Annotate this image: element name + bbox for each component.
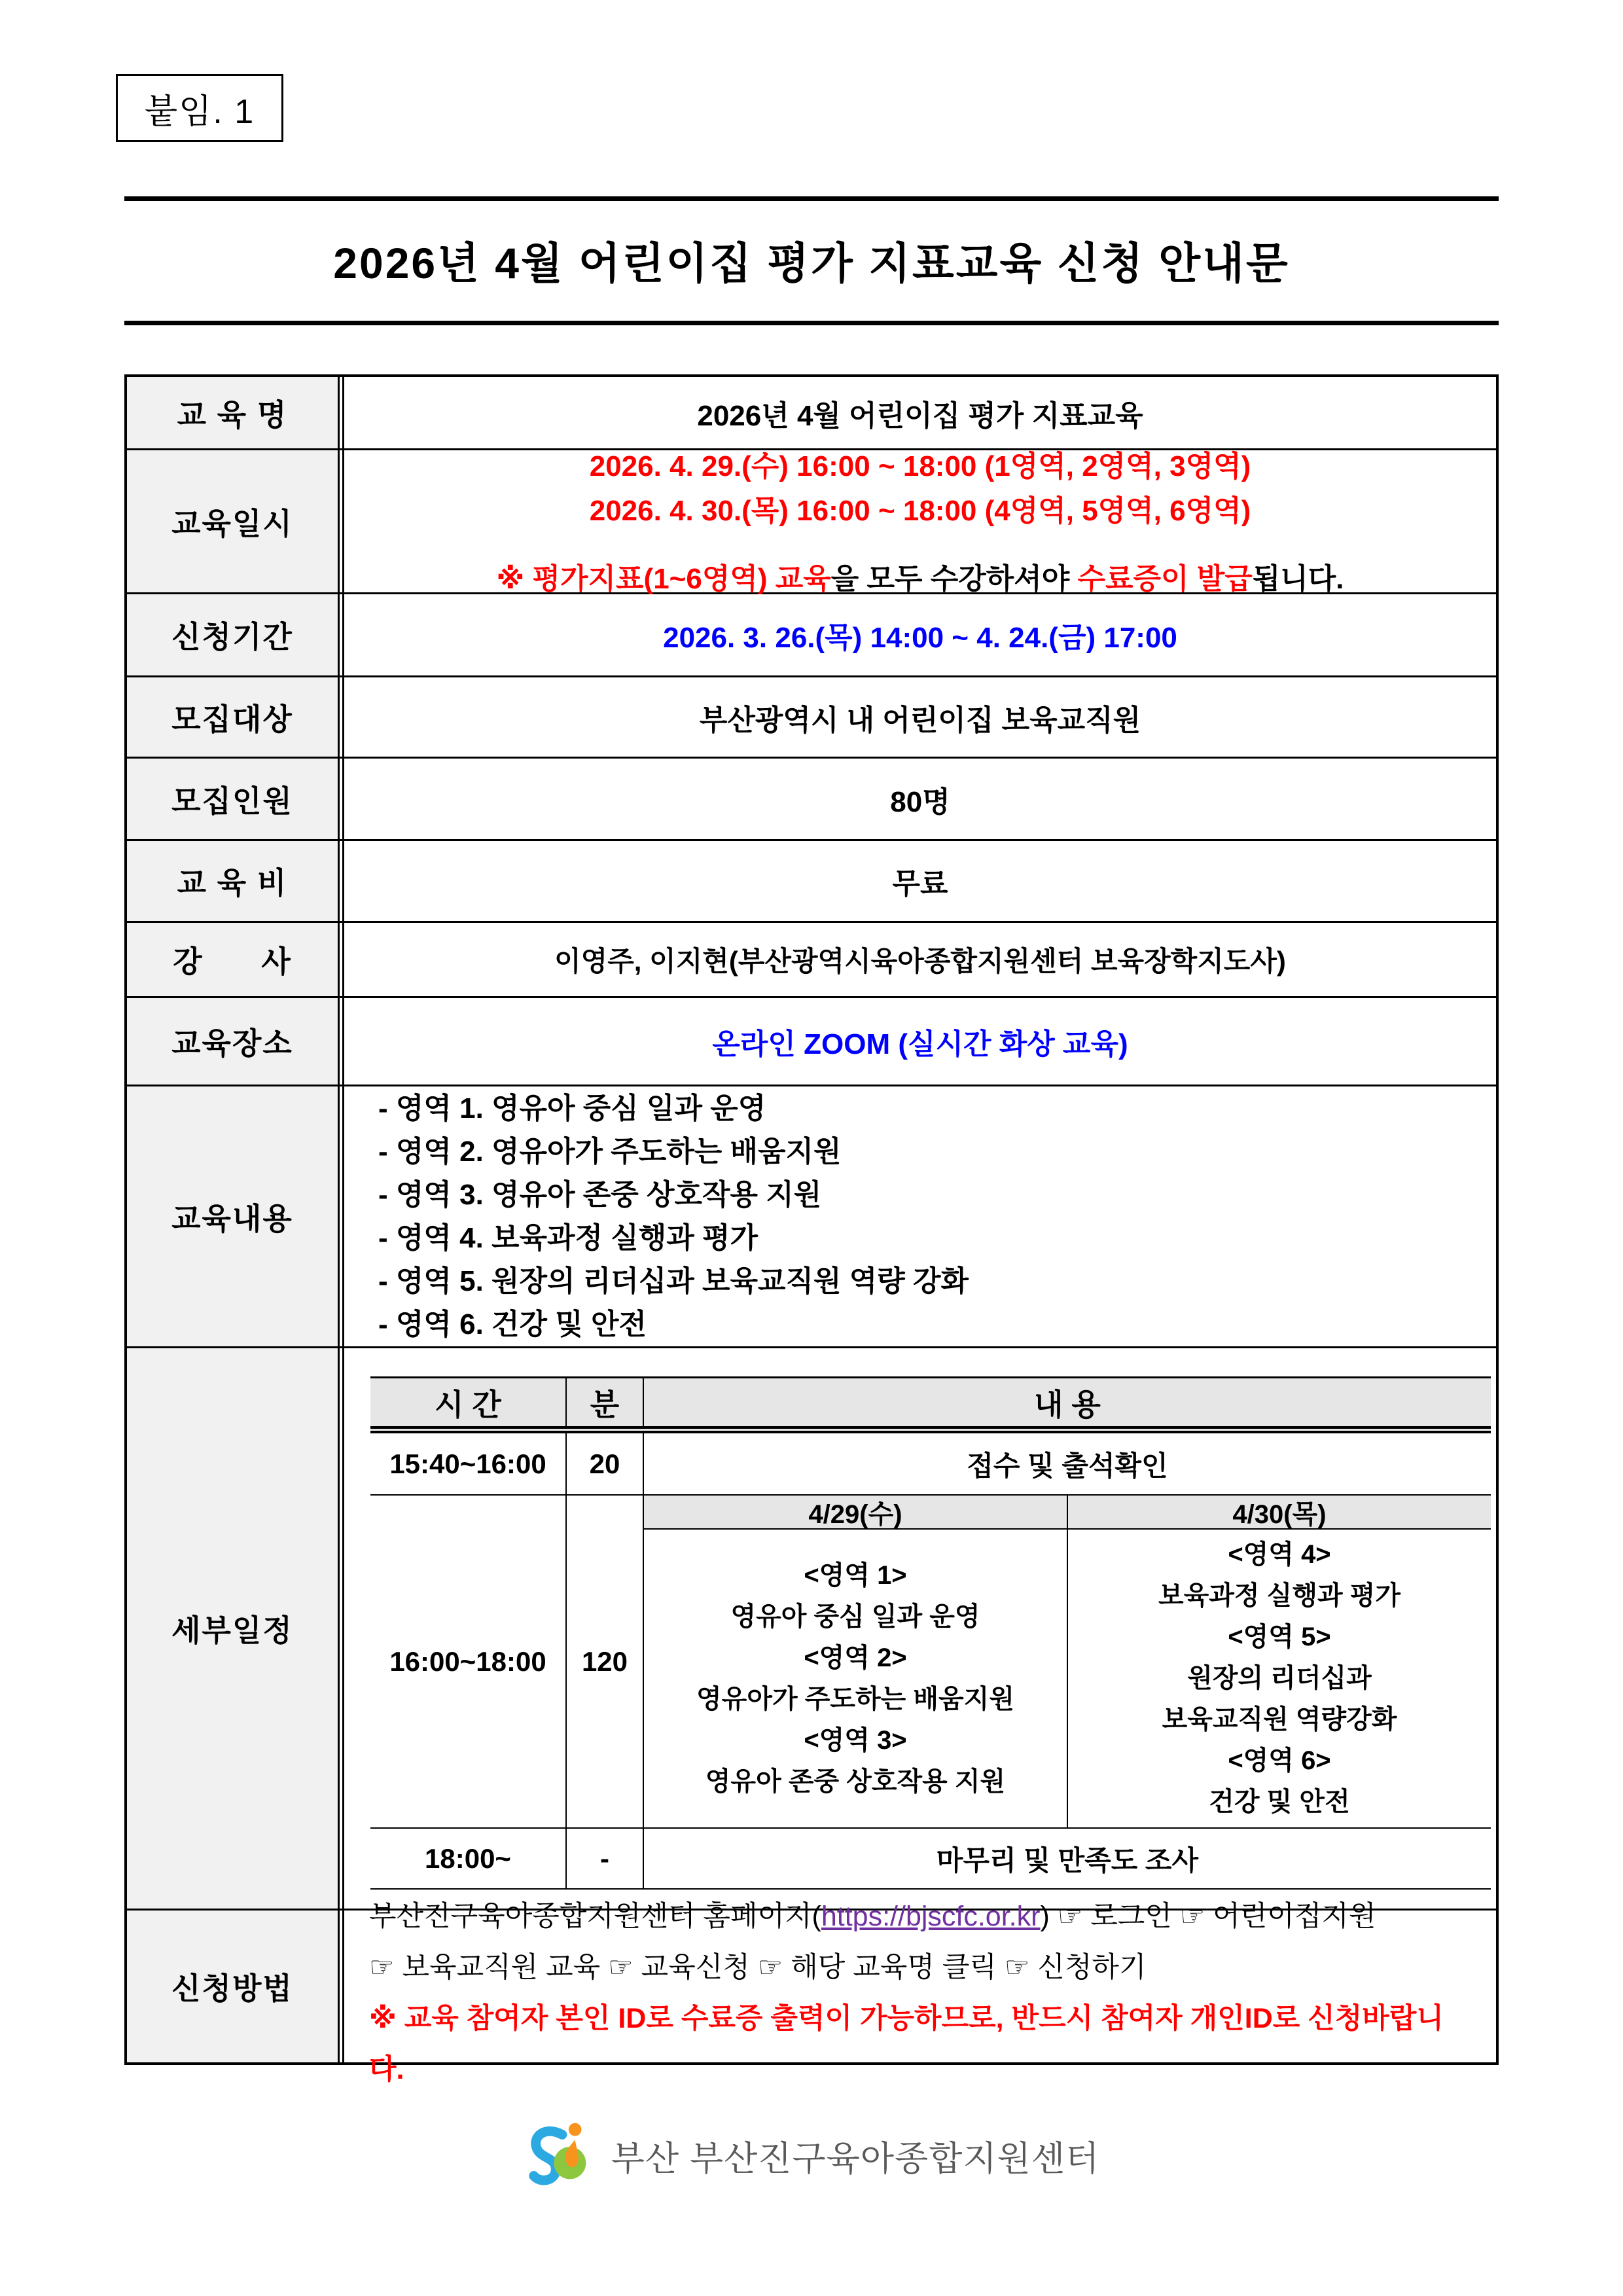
row-label-edu-datetime: 교육일시 [127,450,338,592]
schedule-day1-column [644,1496,1068,1827]
schedule-time: 18:00~ [370,1829,567,1888]
instructor-value: 이영주, 이지현(부산광역시육아종합지원센터 보육장학지도사) [338,923,1496,996]
list-item: 원장의 리더십과 [1187,1664,1372,1693]
method-line1 [369,1891,1376,1942]
row-label-apply-period: 신청기간 [127,594,338,675]
apply-period-value: 2026. 3. 26.(목) 14:00 ~ 4. 24.(금) 17:00 [338,594,1496,675]
contents-list [338,1086,1496,1346]
venue-value: 온라인 ZOOM (실시간 화상 교육) [338,998,1496,1085]
table-row [127,594,1496,677]
table-row [127,1086,1496,1348]
schedule-row-wrapup [370,1829,1491,1890]
attachment-number-box [116,74,283,142]
table-row [127,1901,1496,2085]
list-item: <영역 6> [1228,1746,1331,1775]
edu-datetime-value [338,450,1496,595]
schedule-row-checkin [370,1433,1491,1496]
list-item: <영역 1> [804,1560,907,1590]
edu-datetime-note [497,560,1344,599]
row-label-edu-name: 교 육 명 [127,377,338,448]
list-item: - 영역 4. 보육과정 실행과 평가 [378,1221,758,1254]
edu-datetime-line1: 2026. 4. 29.(수) 16:00 ~ 18:00 (1영역, 2영역, 3영역) [589,450,1251,482]
note-red-part: ※ 평가지표(1~6영역) 교육 [496,562,831,595]
list-item: <영역 5> [1228,1623,1331,1651]
list-item: 영유아 중심 일과 운영 [730,1602,980,1631]
list-item: - 영역 1. 영유아 중심 일과 운영 [378,1092,766,1124]
page-title: 2026년 4월 어린이집 평가 지표교육 신청 안내문 [333,239,1290,287]
table-row [127,923,1496,998]
title-rule-bottom [124,321,1499,325]
schedule-content: 마무리 및 만족도 조사 [936,1844,1199,1876]
capacity-value: 80명 [338,759,1496,839]
schedule-minutes: - [567,1829,644,1888]
info-table [124,374,1499,2085]
schedule-cell [338,1348,1496,1909]
note-red-part: 수료증이 발급 [1077,562,1253,595]
note-black-part: 을 모두 수강하셔야 [830,562,1078,595]
row-label-contents: 교육내용 [127,1086,338,1346]
schedule-minutes: 120 [567,1496,644,1827]
list-item: - 영역 2. 영유아가 주도하는 배움지원 [378,1135,842,1168]
table-row [127,450,1496,594]
row-label-venue: 교육장소 [127,998,338,1085]
schedule-day2-lines [1068,1530,1491,1827]
schedule-header-row [370,1376,1491,1433]
list-item: 영유아 존중 상호작용 지원 [705,1767,1006,1796]
org-name: 부산 부산진구육아종합지원센터 [611,2139,1100,2178]
table-row [127,841,1496,923]
schedule-day1-title: 4/29(수) [644,1496,1067,1530]
schedule-content: 접수 및 출석확인 [967,1450,1168,1481]
list-item: 보육교직원 역량강화 [1162,1705,1397,1734]
list-item: - 영역 3. 영유아 존중 상호작용 지원 [378,1178,822,1211]
method-note: ※ 교육 참여자 본인 ID로 수료증 출력이 가능하므로, 반드시 참여자 개인ID로 신청바랍니다. [369,2003,1444,2085]
fee-value: 무료 [338,841,1496,921]
list-item: - 영역 6. 건강 및 안전 [378,1308,647,1340]
schedule-day1-lines [644,1530,1067,1827]
row-label-method: 신청방법 [127,1910,338,2062]
list-item: 보육과정 실행과 평가 [1158,1581,1400,1610]
table-row [127,377,1496,450]
list-item: <영역 4> [1228,1540,1331,1569]
center-logo-icon [524,2115,601,2196]
method-line1-suffix: ) ☞ 로그인 ☞ 어린이집지원 [1040,1901,1376,1932]
title-block [124,196,1499,325]
row-label-instructor: 강 사 [127,923,338,996]
method-line1-prefix: 부산진구육아종합지원센터 홈페이지( [369,1901,821,1932]
edu-datetime-line2: 2026. 4. 30.(목) 16:00 ~ 18:00 (4영역, 5영역, 6영역) [589,494,1251,527]
schedule-days [644,1496,1491,1827]
table-row [127,1348,1496,1910]
method-cell [338,1901,1496,2085]
schedule-day2-title: 4/30(목) [1068,1496,1491,1530]
schedule-time: 15:40~16:00 [370,1433,567,1494]
row-label-target: 모집대상 [127,677,338,757]
homepage-link[interactable]: https://bjscfc.or.kr [821,1901,1041,1932]
table-row [127,759,1496,841]
attachment-label: 붙임. 1 [144,92,255,131]
row-label-schedule: 세부일정 [127,1348,338,1909]
edu-name-value: 2026년 4월 어린이집 평가 지표교육 [338,377,1496,448]
list-item: - 영역 5. 원장의 리더십과 보육교직원 역량 강화 [378,1265,969,1297]
list-item: <영역 3> [804,1725,907,1755]
table-row [127,677,1496,759]
row-label-capacity: 모집인원 [127,759,338,839]
row-label-fee: 교 육 비 [127,841,338,921]
title-rule-top [124,196,1499,201]
schedule-time: 16:00~18:00 [370,1496,567,1827]
schedule-day2-column [1068,1496,1491,1827]
table-row [127,998,1496,1086]
footer [0,2115,1623,2196]
list-item: <영역 2> [804,1643,907,1672]
method-line2: ☞ 보육교직원 교육 ☞ 교육신청 ☞ 해당 교육명 클릭 ☞ 신청하기 [369,1952,1147,1983]
schedule-row-sessions [370,1496,1491,1829]
schedule-table [370,1376,1491,1890]
schedule-header-min: 분 [567,1378,644,1426]
list-item: 영유아가 주도하는 배움지원 [696,1684,1014,1713]
schedule-header-content: 내 용 [1034,1387,1101,1422]
list-item: 건강 및 안전 [1209,1787,1350,1816]
schedule-minutes: 20 [567,1433,644,1494]
target-value: 부산광역시 내 어린이집 보육교직원 [338,677,1496,757]
schedule-header-time: 시 간 [370,1378,567,1426]
note-black-part: 됩니다. [1252,562,1344,595]
